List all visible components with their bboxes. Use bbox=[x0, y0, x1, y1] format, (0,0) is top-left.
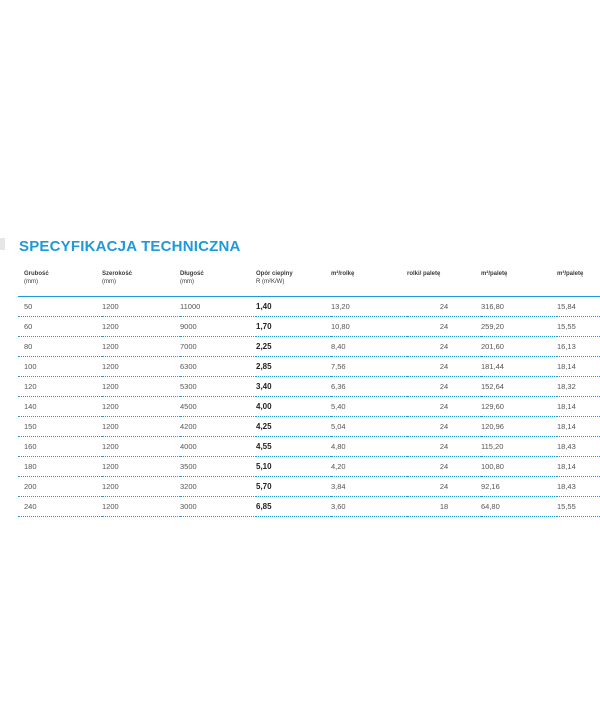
table-cell: 6300 bbox=[180, 357, 256, 377]
column-header bbox=[102, 270, 180, 297]
table-cell: 120,96 bbox=[481, 417, 557, 437]
table-cell: 24 bbox=[407, 417, 481, 437]
table-cell: 60 bbox=[18, 317, 102, 337]
table-cell: 1,70 bbox=[256, 317, 331, 337]
table-cell: 18 bbox=[407, 497, 481, 517]
table-cell: 9000 bbox=[180, 317, 256, 337]
table-cell: 50 bbox=[18, 297, 102, 317]
table-cell: 24 bbox=[407, 297, 481, 317]
column-header-unit: R (m²K/W) bbox=[256, 279, 285, 285]
table-cell: 100,80 bbox=[481, 457, 557, 477]
table-cell: 7,56 bbox=[331, 357, 407, 377]
column-header bbox=[18, 270, 102, 297]
table-cell: 5,04 bbox=[331, 417, 407, 437]
table-cell: 10,80 bbox=[331, 317, 407, 337]
table-cell: 1,40 bbox=[256, 297, 331, 317]
table-body bbox=[18, 297, 600, 517]
table-cell: 259,20 bbox=[481, 317, 557, 337]
table-cell: 4,55 bbox=[256, 437, 331, 457]
table-cell: 18,14 bbox=[557, 397, 600, 417]
column-header-label: m²/rolkę bbox=[331, 271, 355, 277]
table-cell: 1200 bbox=[102, 437, 180, 457]
column-header bbox=[180, 270, 256, 297]
table-cell: 100 bbox=[18, 357, 102, 377]
table-cell: 4200 bbox=[180, 417, 256, 437]
spec-table bbox=[18, 270, 600, 517]
table-cell: 24 bbox=[407, 337, 481, 357]
table-cell: 24 bbox=[407, 457, 481, 477]
table-cell: 150 bbox=[18, 417, 102, 437]
table-cell: 1200 bbox=[102, 297, 180, 317]
table-row bbox=[18, 417, 600, 437]
table-cell: 11000 bbox=[180, 297, 256, 317]
table-header-row bbox=[18, 270, 600, 297]
table-row bbox=[18, 317, 600, 337]
table-cell: 140 bbox=[18, 397, 102, 417]
table-cell: 18,43 bbox=[557, 477, 600, 497]
table-cell: 1200 bbox=[102, 377, 180, 397]
table-cell: 115,20 bbox=[481, 437, 557, 457]
column-header-label: rolki/ paletę bbox=[407, 271, 441, 277]
table-cell: 3500 bbox=[180, 457, 256, 477]
column-header bbox=[256, 270, 331, 297]
table-cell: 1200 bbox=[102, 317, 180, 337]
table-cell: 2,25 bbox=[256, 337, 331, 357]
table-cell: 4,00 bbox=[256, 397, 331, 417]
table-cell: 18,43 bbox=[557, 437, 600, 457]
table-cell: 3,84 bbox=[331, 477, 407, 497]
column-header bbox=[331, 270, 407, 297]
table-cell: 18,14 bbox=[557, 357, 600, 377]
table-row bbox=[18, 357, 600, 377]
table-row bbox=[18, 437, 600, 457]
table-cell: 5300 bbox=[180, 377, 256, 397]
table-cell: 4500 bbox=[180, 397, 256, 417]
column-header-label: Grubość bbox=[24, 271, 49, 277]
table-cell: 7000 bbox=[180, 337, 256, 357]
table-cell: 316,80 bbox=[481, 297, 557, 317]
table-cell: 181,44 bbox=[481, 357, 557, 377]
table-cell: 24 bbox=[407, 317, 481, 337]
table-cell: 18,32 bbox=[557, 377, 600, 397]
table-cell: 80 bbox=[18, 337, 102, 357]
table-cell: 4,20 bbox=[331, 457, 407, 477]
table-cell: 24 bbox=[407, 357, 481, 377]
column-header-label: m²/paletę bbox=[481, 271, 508, 277]
table-cell: 1200 bbox=[102, 457, 180, 477]
table-cell: 120 bbox=[18, 377, 102, 397]
table-cell: 3000 bbox=[180, 497, 256, 517]
table-cell: 3,40 bbox=[256, 377, 331, 397]
table-cell: 201,60 bbox=[481, 337, 557, 357]
column-header bbox=[407, 270, 481, 297]
table-cell: 180 bbox=[18, 457, 102, 477]
table-cell: 5,40 bbox=[331, 397, 407, 417]
table-cell: 3200 bbox=[180, 477, 256, 497]
table-cell: 2,85 bbox=[256, 357, 331, 377]
table-row bbox=[18, 397, 600, 417]
column-header-label: Długość bbox=[180, 271, 204, 277]
column-header-unit: (mm) bbox=[24, 279, 38, 285]
table-cell: 64,80 bbox=[481, 497, 557, 517]
table-row bbox=[18, 297, 600, 317]
table-row bbox=[18, 497, 600, 517]
column-header-unit: (mm) bbox=[180, 279, 194, 285]
table-cell: 15,55 bbox=[557, 497, 600, 517]
table-cell: 5,10 bbox=[256, 457, 331, 477]
table-row bbox=[18, 457, 600, 477]
table-cell: 152,64 bbox=[481, 377, 557, 397]
table-cell: 1200 bbox=[102, 357, 180, 377]
table-row bbox=[18, 477, 600, 497]
table-cell: 18,14 bbox=[557, 417, 600, 437]
table-cell: 13,20 bbox=[331, 297, 407, 317]
column-header bbox=[557, 270, 600, 297]
table-cell: 1200 bbox=[102, 417, 180, 437]
table-cell: 4000 bbox=[180, 437, 256, 457]
table-cell: 4,80 bbox=[331, 437, 407, 457]
table-cell: 1200 bbox=[102, 477, 180, 497]
table-cell: 6,36 bbox=[331, 377, 407, 397]
table-cell: 3,60 bbox=[331, 497, 407, 517]
table-cell: 1200 bbox=[102, 337, 180, 357]
table-cell: 5,70 bbox=[256, 477, 331, 497]
table-cell: 200 bbox=[18, 477, 102, 497]
table-cell: 4,25 bbox=[256, 417, 331, 437]
table-cell: 15,55 bbox=[557, 317, 600, 337]
table-row bbox=[18, 377, 600, 397]
page-title: SPECYFIKACJA TECHNICZNA bbox=[19, 238, 241, 255]
table-cell: 6,85 bbox=[256, 497, 331, 517]
column-header-label: Opór cieplny bbox=[256, 271, 293, 277]
table-cell: 15,84 bbox=[557, 297, 600, 317]
column-header-label: Szerokość bbox=[102, 271, 133, 277]
column-header bbox=[481, 270, 557, 297]
table-cell: 129,60 bbox=[481, 397, 557, 417]
table-cell: 92,16 bbox=[481, 477, 557, 497]
table-cell: 160 bbox=[18, 437, 102, 457]
edge-mark bbox=[0, 238, 5, 250]
table-cell: 1200 bbox=[102, 397, 180, 417]
table-cell: 1200 bbox=[102, 497, 180, 517]
table-cell: 16,13 bbox=[557, 337, 600, 357]
column-header-unit: (mm) bbox=[102, 279, 116, 285]
table-cell: 24 bbox=[407, 477, 481, 497]
table-cell: 24 bbox=[407, 397, 481, 417]
column-header-label: m³/paletę bbox=[557, 271, 584, 277]
table-cell: 24 bbox=[407, 437, 481, 457]
table-row bbox=[18, 337, 600, 357]
table-cell: 240 bbox=[18, 497, 102, 517]
table-cell: 8,40 bbox=[331, 337, 407, 357]
table-cell: 24 bbox=[407, 377, 481, 397]
table-cell: 18,14 bbox=[557, 457, 600, 477]
